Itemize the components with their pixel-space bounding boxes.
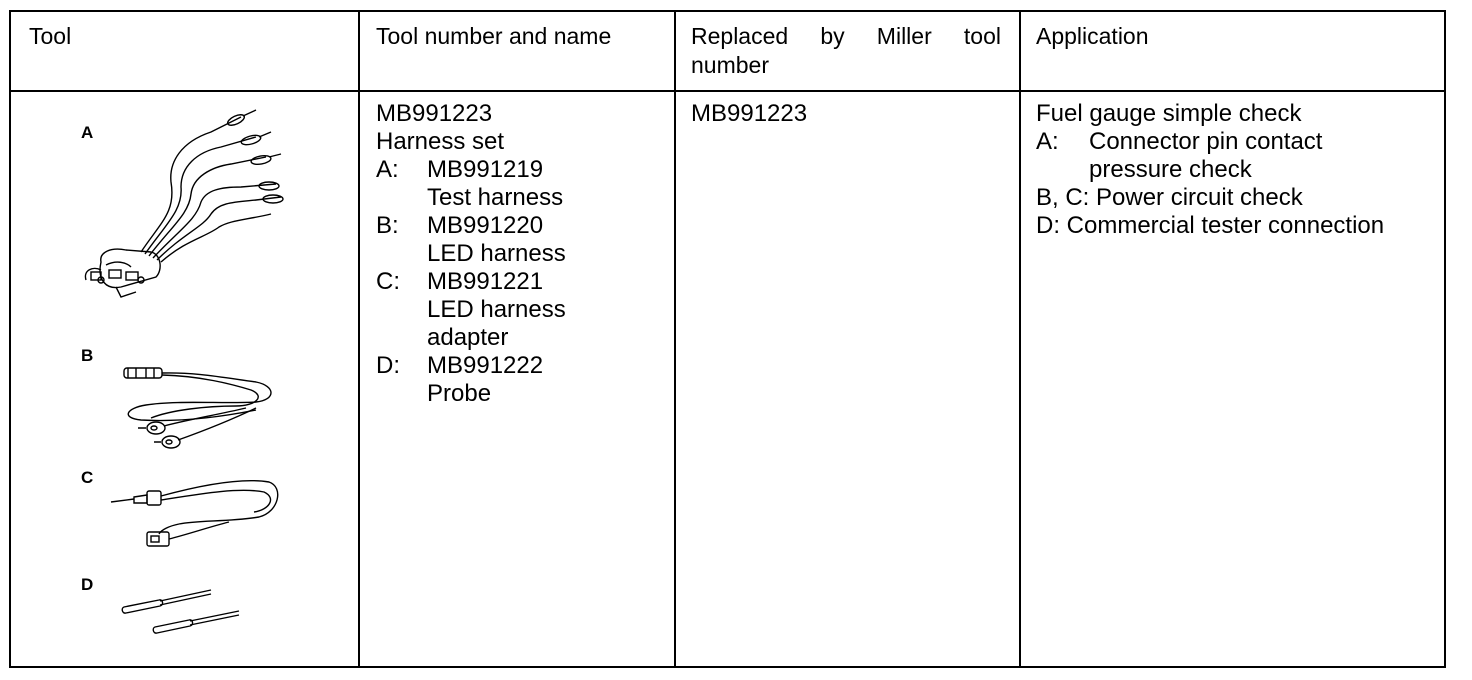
item-name: adapter	[427, 324, 509, 351]
item-number: MB991219	[427, 156, 544, 183]
column-divider	[358, 12, 360, 666]
tool-table	[9, 10, 1446, 668]
tool-letter-a: A	[81, 123, 94, 142]
header-replaced-by-line1: Replaced by Miller tool	[691, 23, 1001, 49]
replaced-by-value: MB991223	[691, 100, 808, 127]
application-cell	[1036, 100, 1384, 240]
application-bc-line: B, C: Power circuit check	[1036, 184, 1303, 211]
item-number: MB991221	[427, 268, 544, 295]
item-key: C:	[376, 268, 400, 295]
led-harness-icon	[116, 360, 276, 450]
header-replaced-by-line2: number	[691, 52, 769, 78]
led-harness-adapter-icon	[109, 472, 284, 552]
list-item	[376, 212, 566, 240]
application-a-line2: pressure check	[1089, 156, 1252, 183]
application-item-a	[1036, 128, 1384, 156]
tool-name: Harness set	[376, 128, 505, 155]
item-key: A:	[376, 156, 399, 183]
item-number: MB991220	[427, 212, 544, 239]
tool-letter-b: B	[81, 346, 94, 365]
header-replaced-by	[691, 22, 1001, 80]
item-key: D:	[376, 352, 400, 379]
tool-number: MB991223	[376, 100, 493, 127]
list-item	[376, 352, 566, 380]
column-divider	[674, 12, 676, 666]
list-item	[376, 268, 566, 296]
application-a-line1: Connector pin contact	[1089, 128, 1323, 155]
item-name: Test harness	[427, 184, 564, 211]
tool-number-cell	[376, 100, 566, 408]
item-number: MB991222	[427, 352, 544, 379]
item-name: LED harness	[427, 240, 566, 267]
column-divider	[1019, 12, 1021, 666]
tool-letter-d: D	[81, 575, 94, 594]
probe-icon	[119, 587, 254, 637]
item-key: A:	[1036, 128, 1059, 155]
item-name: LED harness	[427, 296, 566, 323]
application-d-line: D: Commercial tester connection	[1036, 212, 1385, 239]
list-item	[376, 156, 566, 184]
header-tool: Tool	[29, 23, 72, 49]
tool-letter-c: C	[81, 468, 94, 487]
item-name: Probe	[427, 380, 492, 407]
harness-set-icon	[71, 102, 291, 312]
application-title: Fuel gauge simple check	[1036, 100, 1302, 127]
item-key: B:	[376, 212, 399, 239]
header-divider	[11, 90, 1444, 92]
header-tool-number-name: Tool number and name	[376, 23, 612, 49]
header-application: Application	[1036, 23, 1149, 49]
